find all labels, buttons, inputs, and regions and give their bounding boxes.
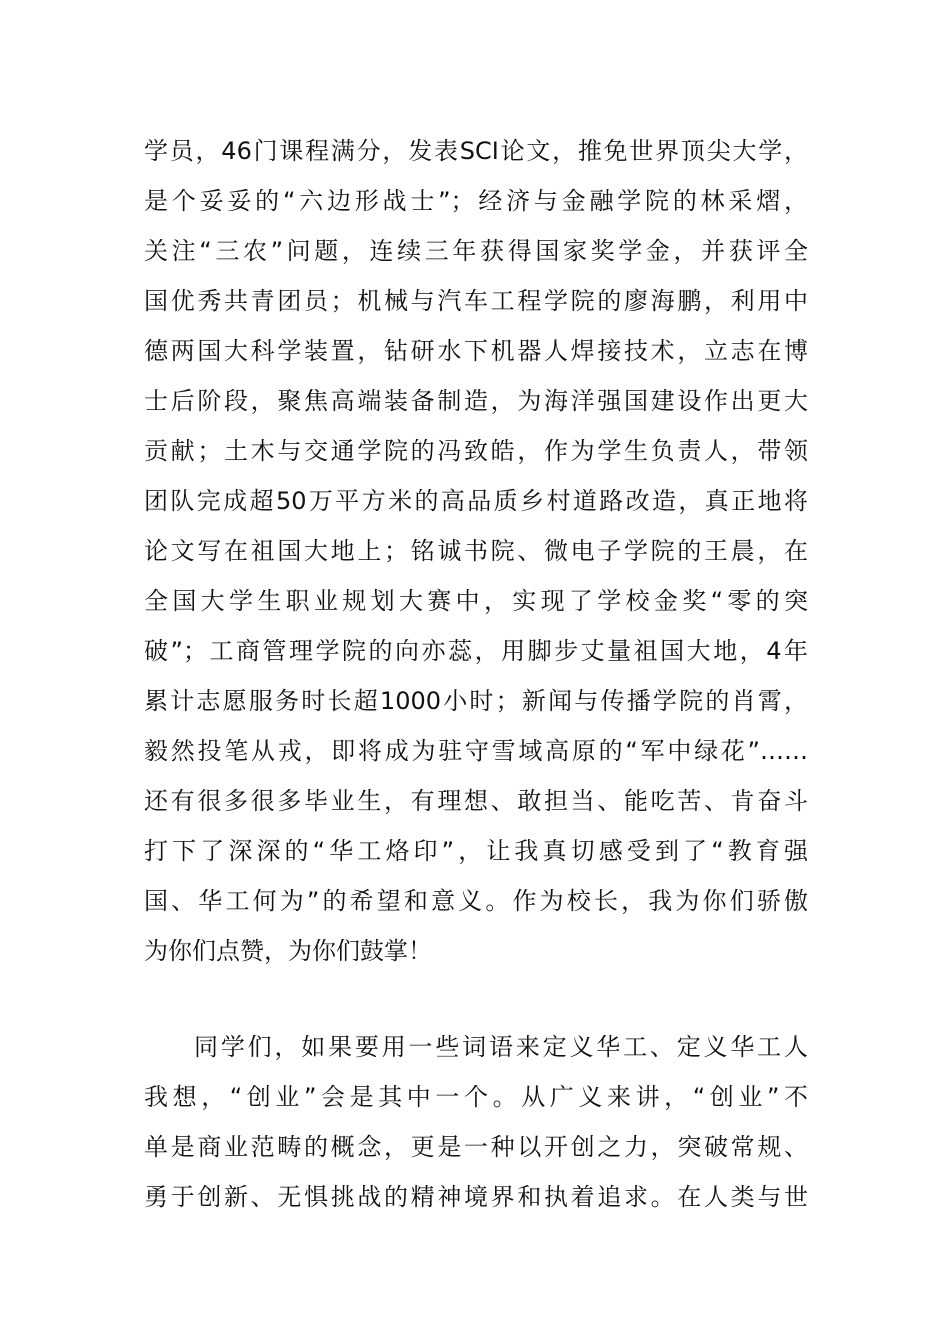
- text-line: 论文写在祖国大地上；铭诚书院、微电子学院的王晨，在: [144, 537, 808, 565]
- text-line: 还有很多很多毕业生，有理想、敢担当、能吃苦、肯奋斗: [144, 787, 808, 815]
- text-line: 同学们，如果要用一些词语来定义华工、定义华工人: [194, 1033, 808, 1061]
- text-line: 贡献；土木与交通学院的冯致皓，作为学生负责人，带领: [144, 437, 808, 465]
- text-line: 单是商业范畴的概念，更是一种以开创之力，突破常规、: [144, 1133, 808, 1161]
- text-line: 关注“三农”问题，连续三年获得国家奖学金，并获评全: [144, 237, 808, 265]
- text-line: 勇于创新、无惧挑战的精神境界和执着追求。在人类与世: [144, 1183, 808, 1211]
- paragraph-graduates: [144, 126, 808, 976]
- text-line: 累计志愿服务时长超1000小时；新闻与传播学院的肖霄，: [144, 687, 808, 715]
- text-line: 破”；工商管理学院的向亦蕊，用脚步丈量祖国大地，4年: [144, 637, 808, 665]
- text-line: 德两国大科学装置，钻研水下机器人焊接技术，立志在博: [144, 337, 808, 365]
- text-line: 我想，“创业”会是其中一个。从广义来讲，“创业”不: [144, 1083, 808, 1111]
- paragraph-entrepreneurship: [144, 1022, 808, 1222]
- text-line: 打下了深深的“华工烙印”，让我真切感受到了“教育强: [144, 837, 808, 865]
- text-line: 是个妥妥的“六边形战士”；经济与金融学院的林采熠，: [144, 187, 808, 215]
- text-line: 毅然投笔从戎，即将成为驻守雪域高原的“军中绿花”……: [144, 737, 808, 765]
- text-line: 为你们点赞，为你们鼓掌！: [144, 937, 432, 965]
- text-line: 国优秀共青团员；机械与汽车工程学院的廖海鹏，利用中: [144, 287, 808, 315]
- text-line: 学员，46门课程满分，发表SCI论文，推免世界顶尖大学，: [144, 137, 808, 165]
- text-line: 士后阶段，聚焦高端装备制造，为海洋强国建设作出更大: [144, 387, 808, 415]
- text-line: 团队完成超50万平方米的高品质乡村道路改造，真正地将: [144, 487, 808, 515]
- text-line: 全国大学生职业规划大赛中，实现了学校金奖“零的突: [144, 587, 808, 615]
- text-line: 国、华工何为”的希望和意义。作为校长，我为你们骄傲: [144, 887, 808, 915]
